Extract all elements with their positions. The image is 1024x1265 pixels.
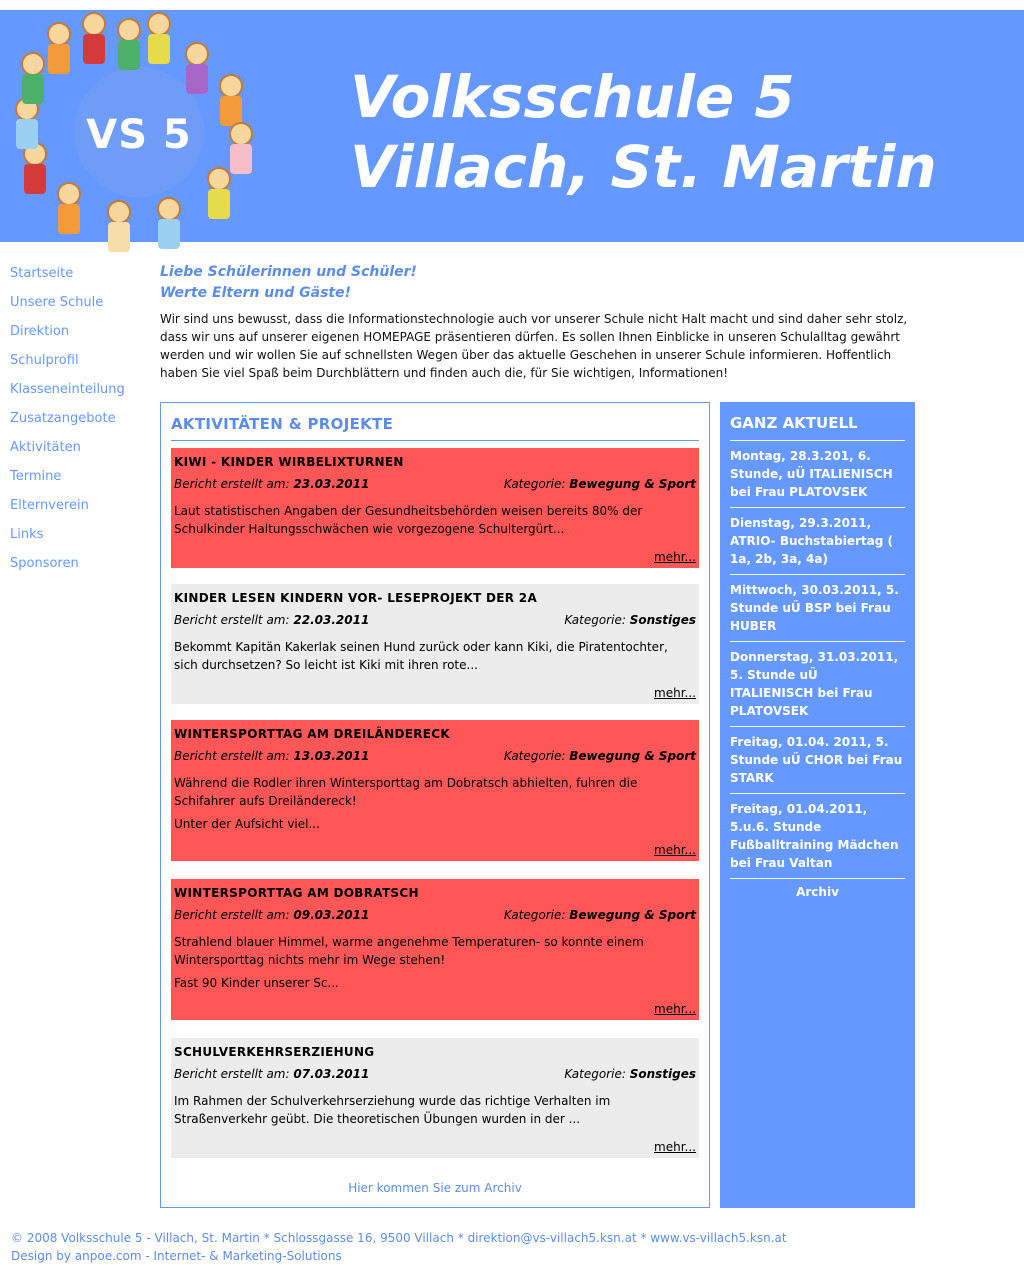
intro-section bbox=[160, 262, 912, 382]
article-title[interactable]: SCHULVERKEHRSERZIEHUNG bbox=[174, 1045, 375, 1059]
nav-item-startseite[interactable]: Startseite bbox=[10, 266, 74, 281]
article-card bbox=[171, 879, 699, 1020]
article-paragraph: Bekommt Kapitän Kakerlak seinen Hund zurück oder kann Kiki, die Piratentochter, sich durchsetzen? So leicht ist Kiki mit ihren rote... bbox=[174, 640, 668, 672]
more-link[interactable]: mehr... bbox=[654, 1002, 696, 1016]
date-label: Bericht erstellt am: bbox=[174, 613, 290, 627]
article-title[interactable]: KIWI - KINDER WIRBELIXTURNEN bbox=[174, 455, 404, 469]
article-date: 09.03.2011 bbox=[293, 908, 370, 922]
date-label: Bericht erstellt am: bbox=[174, 749, 290, 763]
site-title-line1: Volksschule 5 bbox=[350, 63, 795, 131]
news-archive-link[interactable]: Archiv bbox=[796, 885, 839, 899]
more-link[interactable]: mehr... bbox=[654, 1140, 696, 1154]
article-paragraph: Laut statistischen Angaben der Gesundheitsbehörden weisen bereits 80% der Schulkinder Haltungsschwächen wie vorgezogene Schultergürt... bbox=[174, 504, 643, 536]
category-wrap bbox=[504, 749, 696, 763]
article-paragraph: Im Rahmen der Schulverkehrserziehung wurde das richtige Verhalten im Straßenverkehr geübt. Die theoretischen Übungen wurden in der ... bbox=[174, 1094, 611, 1126]
article-paragraph: Unter der Aufsicht viel... bbox=[174, 817, 320, 831]
nav-item-unsere-schule[interactable]: Unsere Schule bbox=[10, 295, 104, 310]
category-label: Kategorie: bbox=[503, 477, 566, 491]
article-category: Sonstiges bbox=[629, 1067, 696, 1081]
site-title-line2: Villach, St. Martin bbox=[350, 133, 937, 201]
site-footer bbox=[11, 1229, 787, 1265]
article-card bbox=[171, 584, 699, 704]
article-text bbox=[174, 933, 679, 992]
article-category: Bewegung & Sport bbox=[569, 908, 696, 922]
news-item: Dienstag, 29.3.2011, ATRIO- Buchstabiertag ( 1a, 2b, 3a, 4a) bbox=[730, 514, 905, 575]
article-title[interactable]: WINTERSPORTTAG AM DOBRATSCH bbox=[174, 886, 419, 900]
footer-design-credit[interactable]: Design by anpoe.com - Internet- & Marketing-Solutions bbox=[11, 1249, 342, 1263]
news-item: Montag, 28.3.201, 6. Stunde, uÜ ITALIENISCH bei Frau PLATOVSEK bbox=[730, 447, 905, 508]
nav-item-links[interactable]: Links bbox=[10, 527, 44, 542]
footer-copyright: © 2008 Volksschule 5 - Villach, St. Martin * Schlossgasse 16, 9500 Villach * direktion@vs-villach5.ksn.at * www.vs-villach5.ksn.at bbox=[11, 1231, 787, 1245]
greeting-parents: Werte Eltern und Gäste! bbox=[160, 285, 351, 301]
article-text bbox=[174, 774, 679, 833]
main-navigation bbox=[10, 264, 150, 583]
news-item: Mittwoch, 30.03.2011, 5. Stunde uÜ BSP bei Frau HUBER bbox=[730, 581, 905, 642]
date-label: Bericht erstellt am: bbox=[174, 1067, 290, 1081]
category-label: Kategorie: bbox=[564, 613, 626, 627]
article-date: 07.03.2011 bbox=[293, 1067, 370, 1081]
logo-text: VS 5 bbox=[86, 112, 192, 158]
category-label: Kategorie: bbox=[503, 908, 566, 922]
category-wrap bbox=[564, 613, 696, 627]
greeting-students: Liebe Schülerinnen und Schüler! bbox=[160, 264, 417, 280]
news-item: Freitag, 01.04. 2011, 5. Stunde uÜ CHOR bei Frau STARK bbox=[730, 733, 905, 794]
date-label: Bericht erstellt am: bbox=[174, 477, 290, 491]
intro-greeting bbox=[160, 262, 912, 304]
article-meta bbox=[174, 749, 696, 763]
date-label: Bericht erstellt am: bbox=[174, 908, 290, 922]
nav-item-zusatzangebote[interactable]: Zusatzangebote bbox=[10, 411, 116, 426]
article-date: 13.03.2011 bbox=[293, 749, 370, 763]
article-paragraph: Fast 90 Kinder unserer Sc... bbox=[174, 976, 339, 990]
child-drawing bbox=[114, 18, 144, 70]
child-drawing bbox=[144, 12, 174, 64]
child-drawing bbox=[79, 12, 109, 64]
category-wrap bbox=[504, 477, 696, 491]
article-text bbox=[174, 638, 679, 674]
article-paragraph: Während die Rodler ihren Wintersporttag am Dobratsch abhielten, fuhren die Schifahrer aufs Dreiländereck! bbox=[174, 776, 638, 808]
child-drawing bbox=[18, 52, 48, 104]
category-label: Kategorie: bbox=[503, 749, 566, 763]
nav-item-direktion[interactable]: Direktion bbox=[10, 324, 70, 339]
child-drawing bbox=[104, 200, 134, 252]
news-item: Donnerstag, 31.03.2011, 5. Stunde uÜ ITALIENISCH bei Frau PLATOVSEK bbox=[730, 648, 905, 727]
more-link[interactable]: mehr... bbox=[654, 550, 696, 564]
article-title[interactable]: KINDER LESEN KINDERN VOR- LESEPROJEKT DER 2A bbox=[174, 591, 538, 605]
more-link[interactable]: mehr... bbox=[654, 843, 696, 857]
article-category: Sonstiges bbox=[629, 613, 696, 627]
more-link[interactable]: mehr... bbox=[654, 686, 696, 700]
nav-item-elternverein[interactable]: Elternverein bbox=[10, 498, 89, 513]
article-text bbox=[174, 502, 679, 538]
activities-archive-link[interactable]: Hier kommen Sie zum Archiv bbox=[348, 1181, 522, 1195]
article-card bbox=[171, 720, 699, 861]
article-date: 22.03.2011 bbox=[293, 613, 370, 627]
child-drawing bbox=[154, 197, 184, 249]
nav-item-sponsoren[interactable]: Sponsoren bbox=[10, 556, 79, 571]
news-box bbox=[720, 402, 915, 1208]
category-wrap bbox=[564, 1067, 696, 1081]
category-wrap bbox=[504, 908, 696, 922]
article-text bbox=[174, 1092, 679, 1128]
news-item: Freitag, 01.04.2011, 5.u.6. Stunde Fußballtraining Mädchen bei Frau Valtan bbox=[730, 800, 905, 879]
child-drawing bbox=[44, 22, 74, 74]
article-card bbox=[171, 448, 699, 568]
news-heading: GANZ AKTUELL bbox=[730, 414, 905, 441]
article-meta bbox=[174, 1067, 696, 1081]
nav-item-termine[interactable]: Termine bbox=[10, 469, 62, 484]
nav-item-schulprofil[interactable]: Schulprofil bbox=[10, 353, 79, 368]
nav-item-klasseneinteilung[interactable]: Klasseneinteilung bbox=[10, 382, 125, 397]
article-date: 23.03.2011 bbox=[293, 477, 370, 491]
activities-heading: AKTIVITÄTEN & PROJEKTE bbox=[171, 415, 699, 441]
article-card bbox=[171, 1038, 699, 1158]
article-paragraph: Strahlend blauer Himmel, warme angenehme Temperaturen- so konnte einem Wintersporttag nichts mehr im Wege stehen! bbox=[174, 935, 644, 967]
category-label: Kategorie: bbox=[564, 1067, 626, 1081]
nav-item-aktivitaeten[interactable]: Aktivitäten bbox=[10, 440, 81, 455]
activities-box bbox=[160, 402, 710, 1208]
site-title bbox=[350, 62, 937, 202]
article-meta bbox=[174, 908, 696, 922]
article-title[interactable]: WINTERSPORTTAG AM DREILÄNDERECK bbox=[174, 727, 450, 741]
school-logo[interactable] bbox=[4, 12, 274, 257]
article-meta bbox=[174, 613, 696, 627]
article-meta bbox=[174, 477, 696, 491]
child-drawing bbox=[54, 182, 84, 234]
site-header bbox=[0, 10, 1024, 242]
article-category: Bewegung & Sport bbox=[569, 477, 696, 491]
child-drawing bbox=[182, 42, 212, 94]
intro-text: Wir sind uns bewusst, dass die Informationstechnologie auch vor unserer Schule nicht Halt macht und sind daher sehr stolz, dass wir uns auf unserer eigenen HOMEPAGE präsentieren dürfen. Es sollen Ihnen Einblicke in unseren Schulalltag gewährt werden und wir wollen Sie auf schnellsten Wegen über das aktuelle Geschehen in unserer Schule informieren. Hoffentlich haben Sie viel Spaß beim Durchblättern und finden auch die, für Sie wichtigen, Informationen! bbox=[160, 312, 908, 380]
article-category: Bewegung & Sport bbox=[569, 749, 696, 763]
child-drawing bbox=[204, 167, 234, 219]
